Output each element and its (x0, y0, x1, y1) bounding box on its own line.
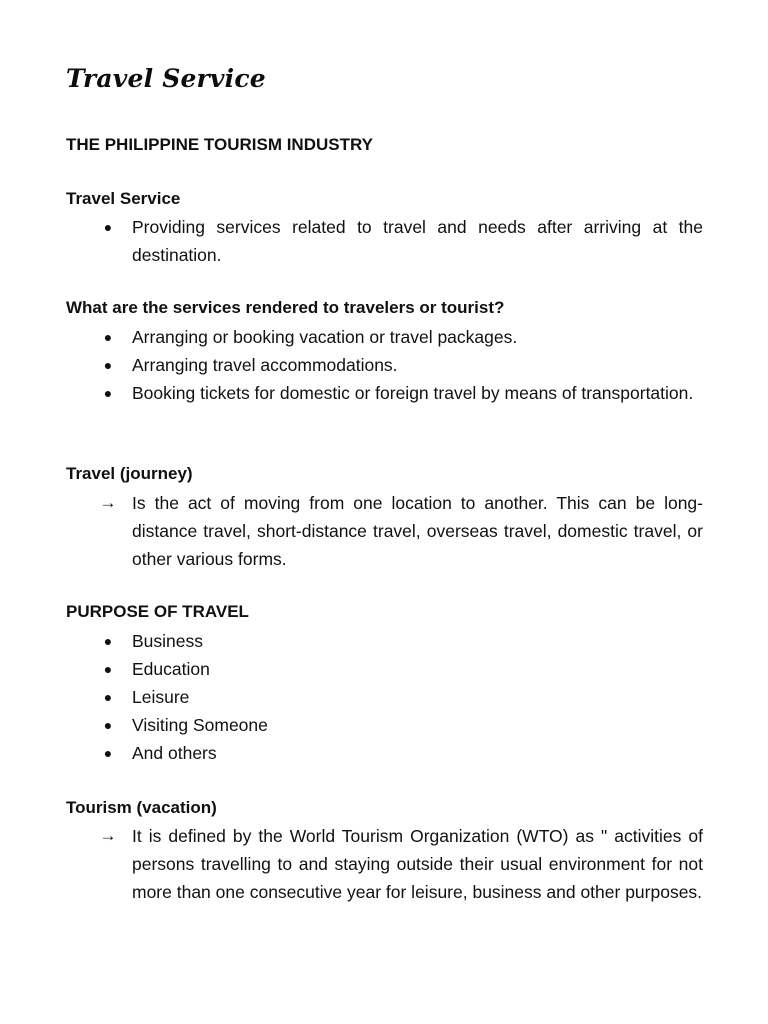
list-item (66, 822, 703, 906)
list-item (66, 379, 703, 407)
list-item-text: Education (132, 659, 210, 679)
bullet-icon: ● (103, 745, 113, 761)
travel-service-list (66, 213, 703, 269)
bullet-icon: ● (103, 357, 113, 373)
section-heading-travel-journey: Travel (journey) (66, 464, 193, 483)
list-item (66, 323, 703, 351)
list-item (66, 627, 703, 655)
list-item (66, 351, 703, 379)
bullet-icon: ● (103, 385, 113, 401)
list-item (66, 489, 703, 573)
list-item-text: Providing services related to travel and needs after arriving at the destination. (132, 217, 703, 265)
section-heading-purpose-of-travel: PURPOSE OF TRAVEL (66, 602, 249, 621)
list-item (66, 683, 703, 711)
bullet-icon: ● (103, 633, 113, 649)
main-heading: THE PHILIPPINE TOURISM INDUSTRY (66, 135, 373, 154)
list-item-text: Booking tickets for domestic or foreign travel by means of transportation. (132, 383, 694, 403)
document-title: Travel Service (66, 64, 266, 93)
list-item (66, 711, 703, 739)
bullet-icon: ● (103, 219, 113, 235)
tourism-vacation-list (66, 822, 703, 906)
bullet-icon: ● (103, 661, 113, 677)
bullet-icon: ● (103, 329, 113, 345)
section-heading-travel-service: Travel Service (66, 189, 181, 208)
list-item (66, 213, 703, 269)
list-item-text: Visiting Someone (132, 715, 268, 735)
list-item-text: It is defined by the World Tourism Organization (WTO) as " activities of persons travelling to and staying outside their usual environment for not more than one consecutive year for leisure, business and other purposes. (132, 826, 703, 902)
section-heading-tourism-vacation: Tourism (vacation) (66, 798, 217, 817)
purpose-of-travel-list (66, 627, 703, 767)
list-item (66, 655, 703, 683)
list-item-text: Leisure (132, 687, 190, 707)
travel-journey-list (66, 489, 703, 573)
list-item-text: And others (132, 743, 217, 763)
arrow-right-icon: → (99, 826, 117, 845)
list-item-text: Arranging or booking vacation or travel packages. (132, 327, 518, 347)
services-rendered-list (66, 323, 703, 407)
list-item-text: Is the act of moving from one location to another. This can be long-distance travel, short-distance travel, overseas travel, domestic travel, or other various forms. (132, 493, 703, 569)
list-item (66, 739, 703, 767)
list-item-text: Business (132, 631, 204, 651)
bullet-icon: ● (103, 717, 113, 733)
bullet-icon: ● (103, 689, 113, 705)
list-item-text: Arranging travel accommodations. (132, 355, 398, 375)
arrow-right-icon: → (99, 493, 117, 512)
section-heading-services-rendered: What are the services rendered to travelers or tourist? (66, 298, 505, 317)
